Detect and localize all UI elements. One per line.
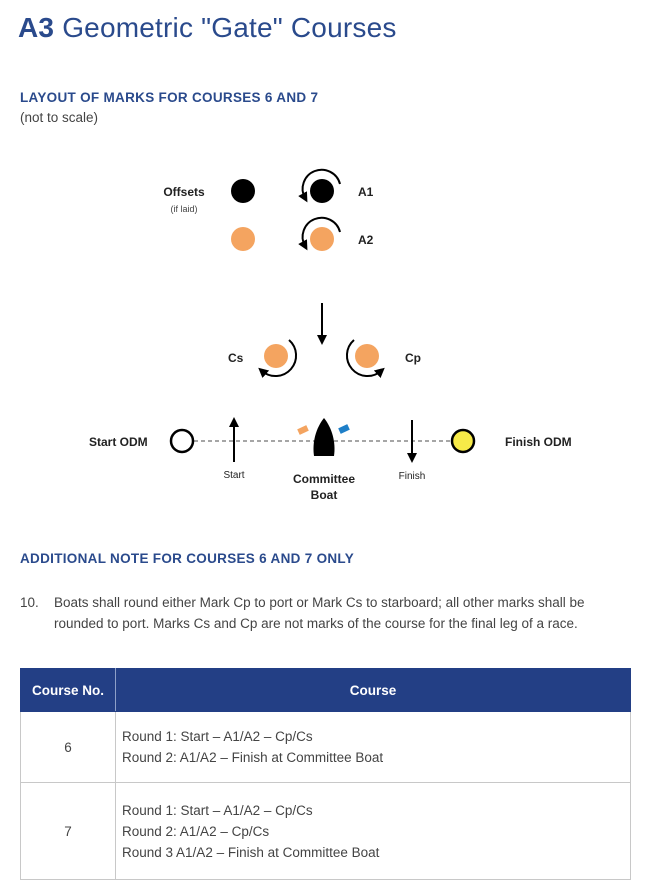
start-odm-label: Start ODM: [89, 435, 148, 449]
offset-mark-2: [231, 227, 255, 251]
course-line: Round 3 A1/A2 – Finish at Committee Boat: [122, 844, 380, 860]
note-number: 10.: [20, 595, 39, 610]
finish-odm-label: Finish ODM: [505, 435, 572, 449]
course-number: 6: [21, 712, 116, 783]
layout-heading: LAYOUT OF MARKS FOR COURSES 6 AND 7: [20, 90, 319, 105]
start-label: Start: [223, 470, 245, 481]
finish-odm-mark: [452, 430, 474, 452]
additional-note-heading: ADDITIONAL NOTE FOR COURSES 6 AND 7 ONLY: [20, 551, 355, 566]
finish-label: Finish: [398, 471, 426, 482]
table-header-row: [21, 669, 631, 712]
course-line: Round 2: A1/A2 – Finish at Committee Boat: [122, 750, 384, 765]
table-row: [21, 712, 631, 783]
a2-label: A2: [358, 233, 374, 247]
committee-label-line1: Committee: [292, 472, 356, 486]
committee-label-line2: Boat: [310, 488, 338, 502]
course-description: [116, 712, 631, 783]
table-row: [21, 783, 631, 880]
course-line: Round 2: A1/A2 – Cp/Cs: [122, 823, 270, 839]
a1-label: A1: [358, 185, 374, 199]
layout-note: (not to scale): [20, 110, 99, 125]
section-number: A3: [18, 12, 55, 43]
blue-flag-icon: [338, 424, 350, 434]
course-table: [20, 668, 631, 880]
section-title: Geometric "Gate" Courses: [62, 12, 397, 43]
offset-mark-1: [231, 179, 255, 203]
mark-a2: [310, 227, 334, 251]
offsets-sub-label: (if laid): [170, 204, 198, 214]
note-line-2: rounded to port. Marks Cs and Cp are not marks of the course for the final leg of a race.: [54, 616, 578, 631]
start-odm-mark: [171, 430, 193, 452]
committee-boat-icon: [313, 418, 334, 456]
course-line: Round 1: Start – A1/A2 – Cp/Cs: [122, 802, 313, 818]
mark-cs: [264, 344, 288, 368]
mark-cp: [355, 344, 379, 368]
course-description: [116, 783, 631, 880]
orange-flag-icon: [297, 425, 309, 435]
page-title: [18, 12, 397, 44]
mark-a1: [310, 179, 334, 203]
header-course-no: Course No.: [21, 669, 116, 712]
course-number: 7: [21, 783, 116, 880]
cs-label: Cs: [228, 351, 244, 365]
header-course: Course: [116, 669, 631, 712]
note-line-1: Boats shall round either Mark Cp to port or Mark Cs to starboard; all other marks shall be: [54, 595, 585, 610]
note-10: [20, 592, 640, 634]
offsets-label: Offsets: [163, 185, 205, 199]
cp-label: Cp: [405, 351, 421, 365]
course-line: Round 1: Start – A1/A2 – Cp/Cs: [122, 729, 313, 744]
course-diagram: [0, 160, 649, 520]
